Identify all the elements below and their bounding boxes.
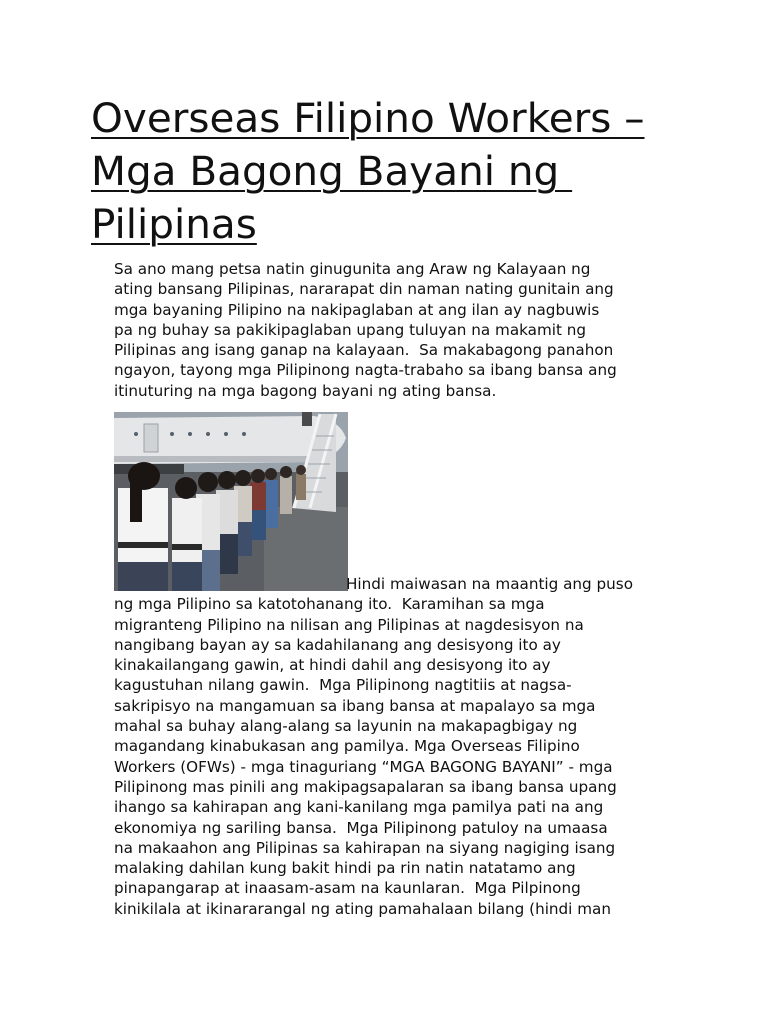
paragraph-intro — [114, 259, 684, 401]
paragraph-line: magandang kinabukasan ang pamilya. Mga Overseas Filipino — [114, 737, 580, 756]
paragraph-line: ating bansang Pilipinas, nararapat din naman nating gunitain ang — [114, 280, 614, 299]
paragraph-line: itinuturing na mga bagong bayani ng ating bansa. — [114, 381, 497, 400]
paragraph-main — [114, 574, 684, 919]
paragraph-line: ekonomiya ng sariling bansa. Mga Pilipinong patuloy na umaasa — [114, 818, 608, 837]
paragraph-line: kagustuhan nilang gawin. Mga Pilipinong nagtitiis at nagsa- — [114, 676, 572, 695]
paragraph-line: na makaahon ang Pilipinas sa kahirapan na siyang nagiging isang — [114, 838, 616, 857]
paragraph-line: Pilipinas ang isang ganap na kalayaan. Sa makabagong panahon — [114, 341, 614, 360]
paragraph-line: ngayon, tayong mga Pilipinong nagta-trabaho sa ibang bansa ang — [114, 361, 617, 380]
paragraph-line: pinapangarap at inaasam-asam na kaunlaran. Mga Pilpinong — [114, 879, 581, 898]
paragraph-line: mga bayaning Pilipino na nakipaglaban at ang ilan ay nagbuwis — [114, 300, 600, 319]
paragraph-line: sakripisyo na mangamuan sa ibang bansa at mapalayo sa mga — [114, 696, 596, 715]
title-line-3: Pilipinas — [91, 200, 257, 248]
paragraph-line: Sa ano mang petsa natin ginugunita ang Araw ng Kalayaan ng — [114, 260, 591, 278]
paragraph-line: Pilipinong mas pinili ang makipagsapalaran sa ibang bansa upang — [114, 777, 617, 796]
paragraph-line: migranteng Pilipino na nilisan ang Pilipinas at nagdesisyon na — [114, 615, 584, 634]
paragraph-line: nangibang bayan ay sa kadahilanang ang desisyong ito ay — [114, 635, 561, 654]
title-line-2: Mga Bagong Bayani ng — [91, 147, 573, 195]
paragraph-line: kinikilala at ikinararangal ng ating pamahalaan bilang (hindi man — [114, 899, 611, 918]
paragraph-line: kinakailangang gawin, at hindi dahil ang desisyong ito ay — [114, 656, 551, 675]
paragraph-line: ihango sa kahirapan ang kani-kanilang mga pamilya pati na ang — [114, 798, 604, 817]
paragraph-line: Hindi maiwasan na maantig ang puso — [346, 575, 633, 593]
paragraph-line: pa ng buhay sa pakikipaglaban upang tuluyan na makamit ng — [114, 320, 587, 339]
paragraph-line: ng mga Pilipino sa katotohanang ito. Karamihan sa mga — [114, 595, 545, 614]
title-line-1: Overseas Filipino Workers – — [91, 94, 645, 142]
paragraph-line: Workers (OFWs) - mga tinaguriang “MGA BAGONG BAYANI” - mga — [114, 757, 613, 776]
paragraph-line: mahal sa buhay alang-alang sa layunin na makapagbigay ng — [114, 717, 578, 736]
paragraph-line: malaking dahilan kung bakit hindi pa rin natin natatamo ang — [114, 859, 576, 878]
ofw-boarding-photo — [114, 412, 348, 591]
document-title — [91, 92, 711, 251]
